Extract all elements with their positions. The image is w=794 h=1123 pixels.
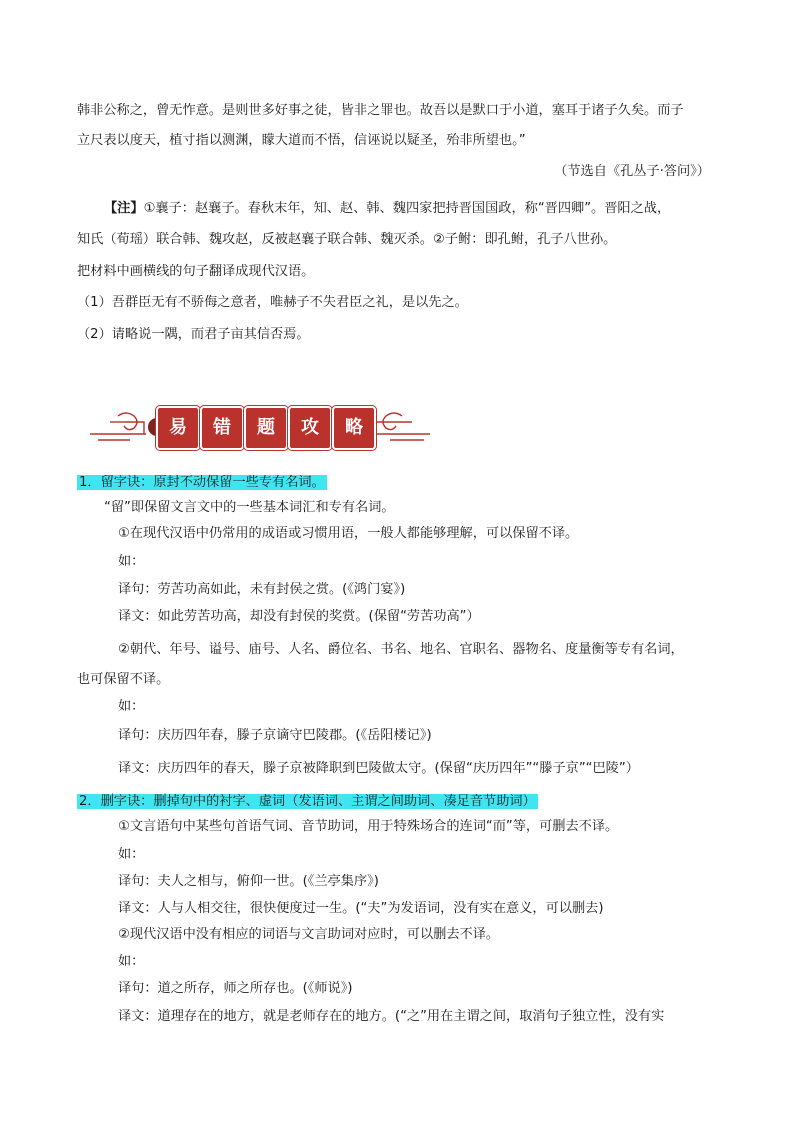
section2-sent1: 译句：夫人之相与，俯仰一世。(《兰亭集序》) <box>118 874 379 889</box>
section2-trans1: 译文：人与人相交往，很快便度过一生。(“夫”为发语词，没有实在意义，可以删去) <box>118 901 604 916</box>
section2-trans2: 译文：道理存在的地方，就是老师存在的地方。(“之”用在主谓之间，取消句子独立性，没有实 <box>118 1009 665 1024</box>
question-1: （1）吾群臣无有不骄侮之意者，唯赫子不失君臣之礼，是以先之。 <box>77 295 468 310</box>
note-label: 【注】 <box>104 201 144 216</box>
section2-point1: ①文言语句中某些句首语气词、音节助词，用于特殊场合的连词“而”等，可删去不译。 <box>118 819 619 834</box>
intro-line-2: 立尺表以度天，植寸指以测渊，矇大道而不悟，信诬说以疑圣，殆非所望也。” <box>77 133 526 148</box>
section2-heading-text: 2．删字诀：删掉句中的衬字、虚词（发语词、主谓之间助词、凑足音节助词） <box>79 794 536 809</box>
banner-char-5: 略 <box>332 406 376 450</box>
banner-char-1: 易 <box>156 406 200 450</box>
section1-trans2: 译文：庆历四年的春天，滕子京被降职到巴陵做太守。(保留“庆历四年”“滕子京”“巴陵”） <box>118 761 639 776</box>
section1-heading-text: 1．留字诀：原封不动保留一些专有名词。 <box>79 475 325 490</box>
note-text-1: ①襄子：赵襄子。春秋末年，知、赵、韩、魏四家把持晋国国政，称“晋四卿”。晋阳之战， <box>143 201 671 216</box>
section-banner <box>90 398 430 460</box>
section2-heading <box>77 792 538 812</box>
note-line-1 <box>104 199 670 219</box>
source-citation: （节选自《孔丛子·答问》） <box>554 164 710 179</box>
section1-point1: ①在现代汉语中仍常用的成语或习惯用语，一般人都能够理解，可以保留不译。 <box>118 526 579 541</box>
section1-point2b: 也可保留不译。 <box>77 672 170 687</box>
task-instruction: 把材料中画横线的句子翻译成现代汉语。 <box>77 264 315 279</box>
note-line-2: 知氏（荀瑶）联合韩、魏攻赵，反被赵襄子联合韩、魏灭杀。②子鲋：即孔鲋，孔子八世孙。 <box>77 232 617 247</box>
section1-ru2: 如： <box>118 699 145 714</box>
section1-intro: “留”即保留文言文中的一些基本词汇和专有名词。 <box>104 500 395 515</box>
question-2: （2）请略说一隅，而君子亩其信否焉。 <box>77 327 310 342</box>
section1-trans1: 译文：如此劳苦功高，却没有封侯的奖赏。(保留“劳苦功高”） <box>118 609 480 624</box>
section2-ru2: 如： <box>118 954 145 969</box>
section1-point2a: ②朝代、年号、谥号、庙号、人名、爵位名、书名、地名、官职名、器物名、度量衡等专有名词， <box>118 642 684 657</box>
section2-point2: ②现代汉语中没有相应的词语与文言助词对应时，可以删去不译。 <box>118 927 500 942</box>
section1-heading <box>77 473 327 493</box>
section1-sent2: 译句：庆历四年春，滕子京谪守巴陵郡。(《岳阳楼记》) <box>118 728 432 743</box>
banner-char-4: 攻 <box>288 406 332 450</box>
section1-ru1: 如： <box>118 554 145 569</box>
banner-char-2: 错 <box>200 406 244 450</box>
intro-line-1: 韩非公称之，曾无怍意。是则世多好事之徒，皆非之罪也。故吾以是默口于小道，塞耳于诸子久矣。而子 <box>77 103 684 118</box>
banner-char-3: 题 <box>244 406 288 450</box>
section2-ru1: 如： <box>118 847 145 862</box>
section2-sent2: 译句：道之所存，师之所存也。(《师说》) <box>118 981 353 996</box>
section1-sent1: 译句：劳苦功高如此，未有封侯之赏。(《鸿门宴》) <box>118 582 406 597</box>
